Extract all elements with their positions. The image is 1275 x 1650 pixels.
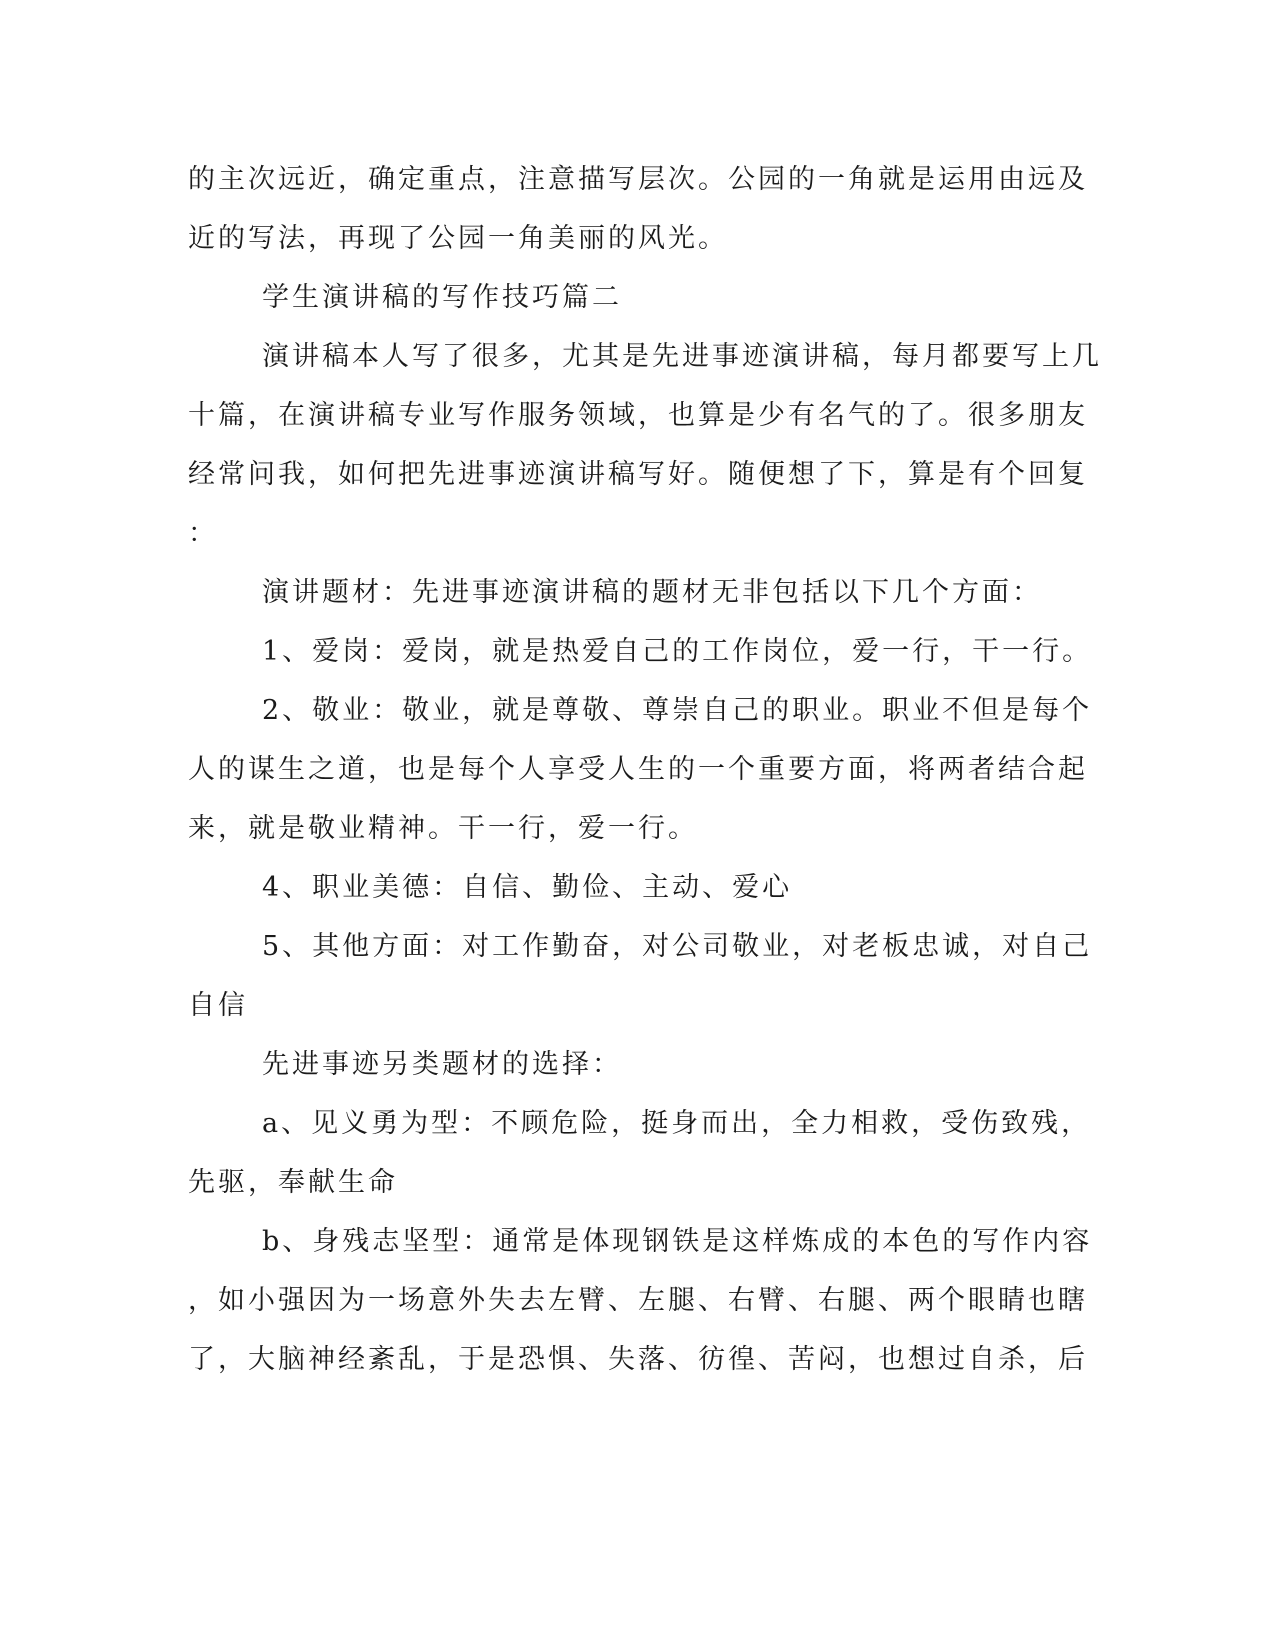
list-item: 4、职业美德：自信、勤俭、主动、爱心	[262, 872, 793, 903]
section-heading: 学生演讲稿的写作技巧篇二	[262, 282, 622, 313]
body-text-line: 演讲题材：先进事迹演讲稿的题材无非包括以下几个方面：	[262, 577, 1042, 608]
list-item: 2、敬业：敬业，就是尊敬、尊崇自己的职业。职业不但是每个	[262, 695, 1093, 726]
body-text-line: 了，大脑神经紊乱，于是恐惧、失落、彷徨、苦闷，也想过自杀，后	[188, 1344, 1088, 1375]
body-text-line: 先驱，奉献生命	[188, 1167, 398, 1198]
body-text-line: 先进事迹另类题材的选择：	[262, 1049, 622, 1080]
body-text-line: 演讲稿本人写了很多，尤其是先进事迹演讲稿，每月都要写上几	[262, 341, 1102, 372]
body-text-line: 自信	[188, 990, 248, 1021]
body-text-line: 近的写法，再现了公园一角美丽的风光。	[188, 223, 728, 254]
body-text-line: 的主次远近，确定重点，注意描写层次。公园的一角就是运用由远及	[188, 164, 1088, 195]
list-item: 5、其他方面：对工作勤奋，对公司敬业，对老板忠诚，对自己	[262, 931, 1093, 962]
list-item: b、身残志坚型：通常是体现钢铁是这样炼成的本色的写作内容	[262, 1226, 1093, 1257]
list-item: 1、爱岗：爱岗，就是热爱自己的工作岗位，爱一行，干一行。	[262, 636, 1093, 667]
body-text-line: 十篇，在演讲稿专业写作服务领域，也算是少有名气的了。很多朋友	[188, 400, 1088, 431]
body-text-line: 经常问我，如何把先进事迹演讲稿写好。随便想了下，算是有个回复	[188, 459, 1088, 490]
body-text-line: ：	[188, 518, 218, 549]
list-item: a、见义勇为型：不顾危险，挺身而出，全力相救，受伤致残，	[262, 1108, 1092, 1139]
body-text-line: ，如小强因为一场意外失去左臂、左腿、右臂、右腿、两个眼睛也瞎	[188, 1285, 1088, 1316]
body-text-line: 人的谋生之道，也是每个人享受人生的一个重要方面，将两者结合起	[188, 754, 1088, 785]
body-text-line: 来，就是敬业精神。干一行，爱一行。	[188, 813, 698, 844]
